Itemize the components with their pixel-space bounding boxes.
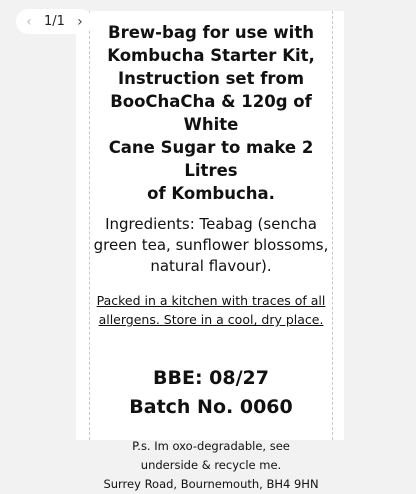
address-text: Surrey Road, Bournemouth, BH4 9HN (103, 477, 319, 491)
chevron-right-icon[interactable]: › (77, 13, 83, 30)
page-counter: 1/1 (44, 14, 65, 29)
batch-number: Batch No. 0060 (129, 396, 293, 418)
pagination-control (16, 9, 93, 34)
product-description: Brew-bag for use with Kombucha Starter Kit, Instruction set from BooChaCha & 120g of White Cane Sugar to make 2 Litres of Kombucha. (107, 23, 315, 203)
best-before-date: BBE: 08/27 (153, 367, 269, 389)
product-label-image (76, 11, 344, 491)
label-content (89, 11, 333, 491)
storage-notice: Packed in a kitchen with traces of all allergens. Store in a cool, dry place. (96, 293, 326, 327)
chevron-left-icon[interactable]: ‹ (26, 13, 32, 30)
ingredients-text: Ingredients: Teabag (sencha green tea, sunflower blossoms, natural flavour). (93, 215, 329, 275)
recycle-note: P.s. Im oxo-degradable, see underside & recycle me. (132, 439, 290, 472)
